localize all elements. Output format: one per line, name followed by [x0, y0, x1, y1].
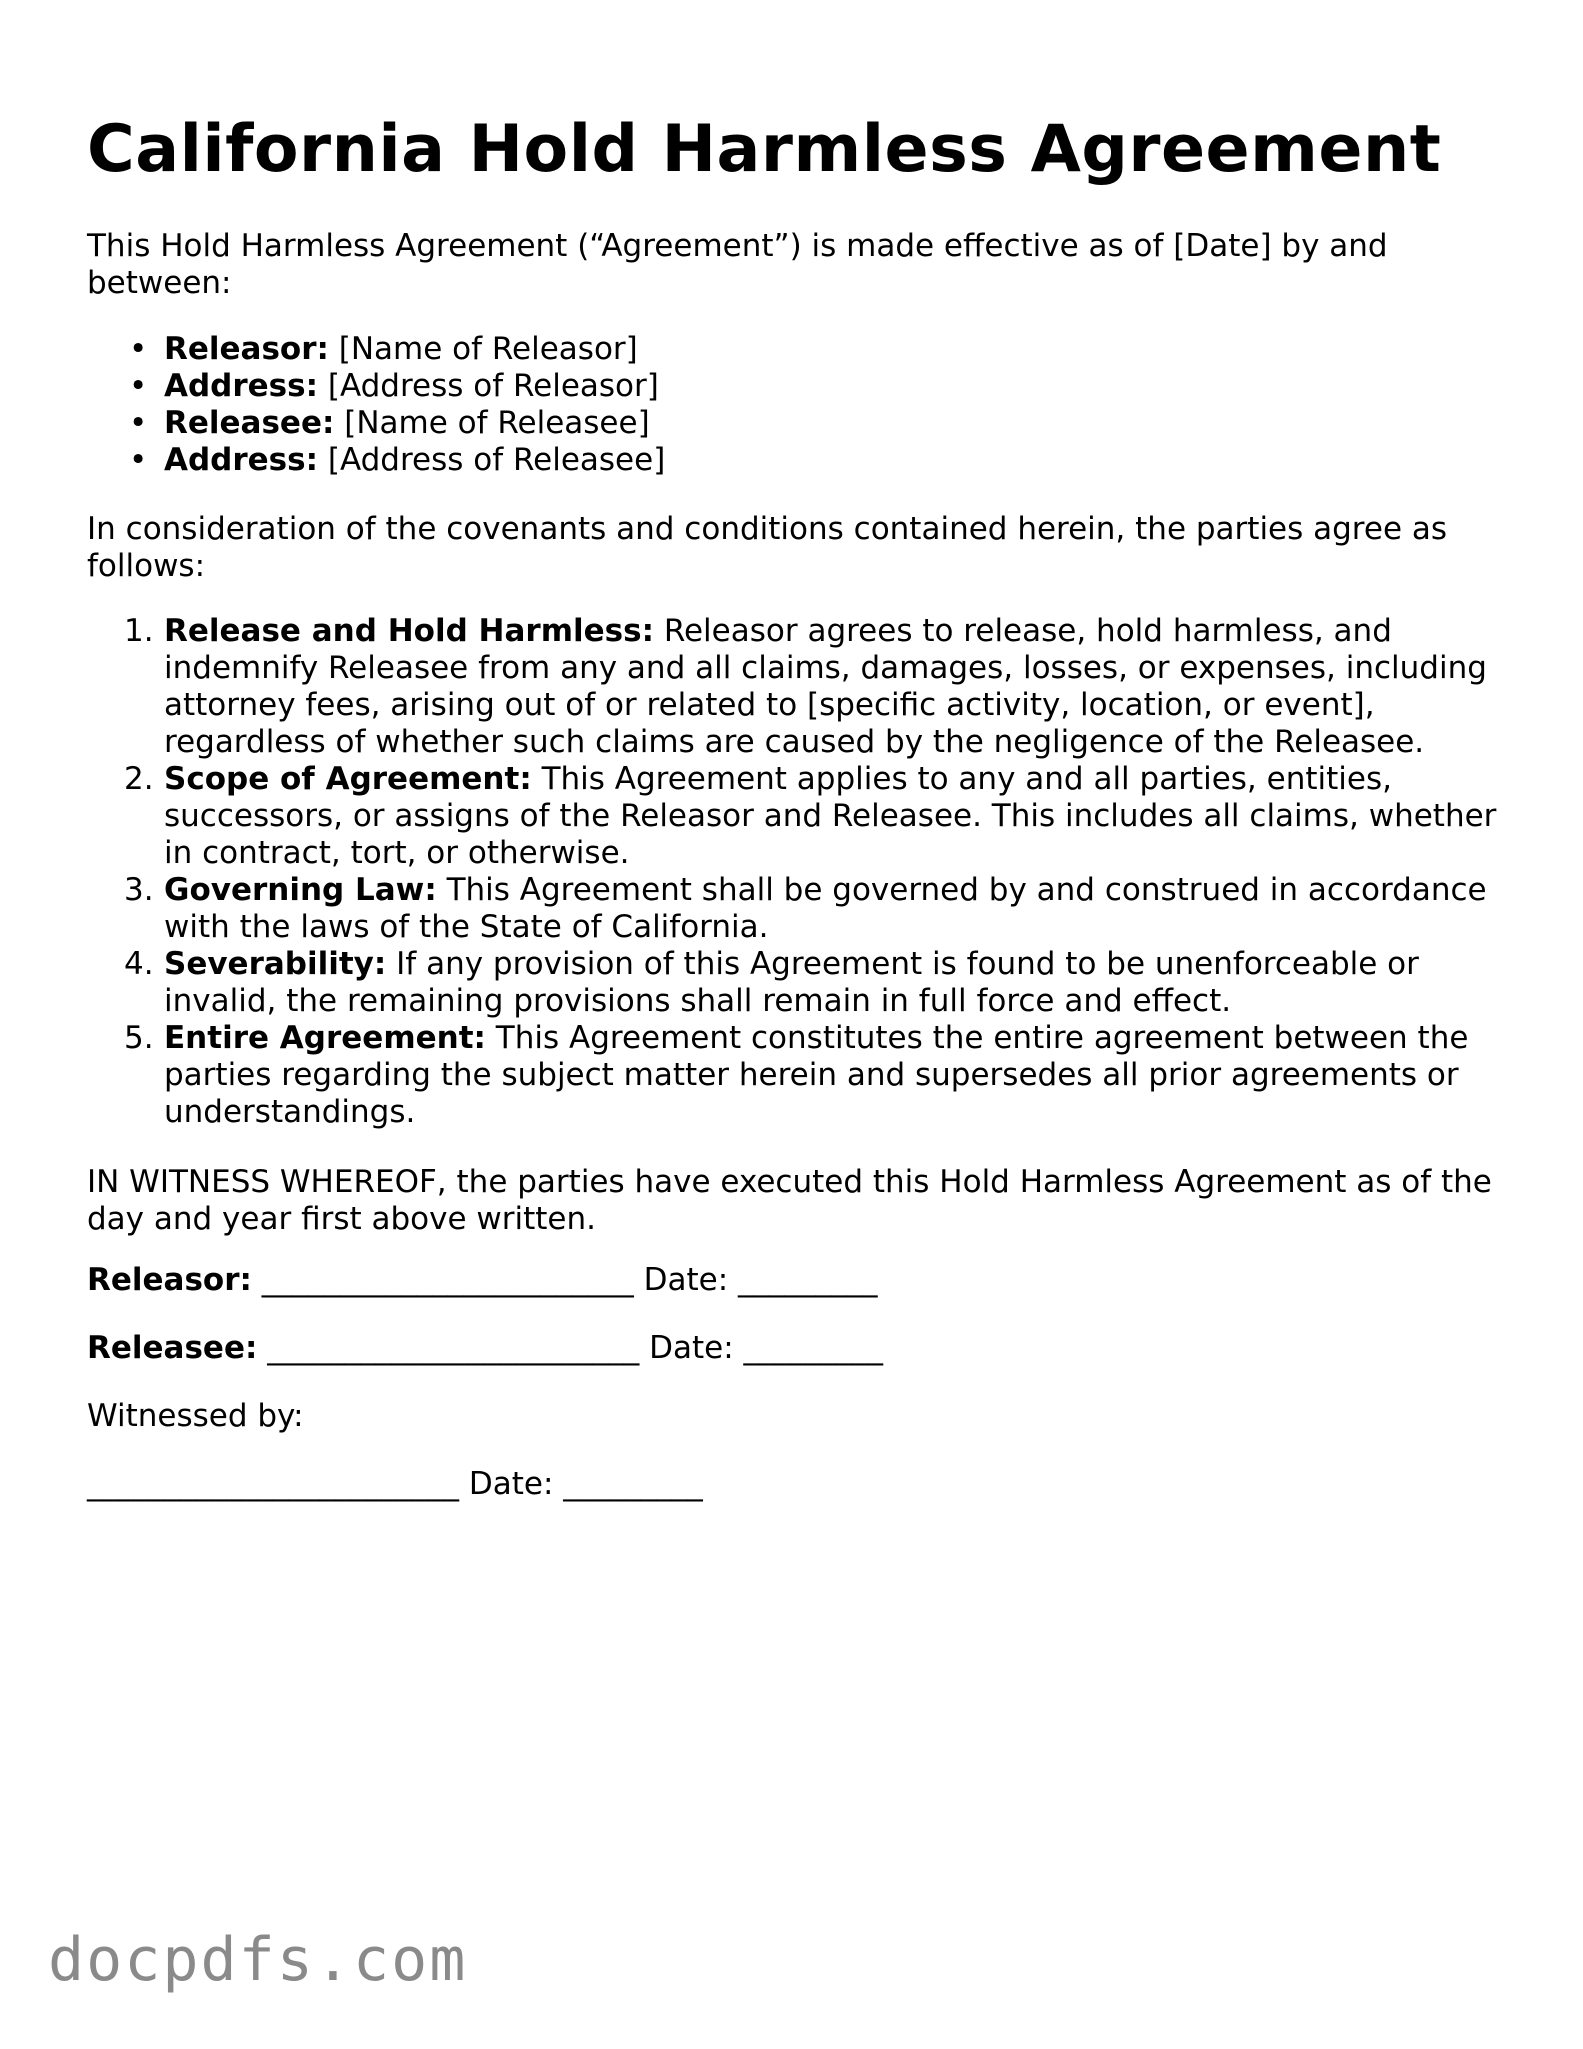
term-text: This Agreement constitutes the entire agreement between the parties regarding the subject matter herein and supersedes all prior agreements or understandings. — [164, 1020, 1469, 1130]
term-entire-agreement — [87, 1020, 1497, 1131]
witness-signature-field[interactable]: ________________________ — [87, 1466, 459, 1502]
term-severability — [87, 946, 1497, 1020]
party-value: [Name of Releasee] — [344, 405, 650, 441]
witnessed-by-label: Witnessed by: — [87, 1398, 304, 1434]
party-item-releasee-address — [87, 442, 665, 479]
releasor-signature-label: Releasor: — [87, 1262, 252, 1298]
term-text: This Agreement applies to any and all parties, entities, successors, or assigns of the Releasor and Releasee. This includes all claims, whether in contract, tort, or otherwise. — [164, 761, 1497, 871]
term-number: 4. — [124, 946, 154, 982]
witness-clause: IN WITNESS WHEREOF, the parties have executed this Hold Harmless Agreement as of the day and year first above written. — [87, 1164, 1492, 1237]
term-label: Release and Hold Harmless: — [164, 613, 654, 649]
term-label: Severability: — [164, 946, 387, 982]
term-number: 1. — [124, 613, 154, 649]
watermark-logo: docpdfs.com — [48, 1925, 468, 1995]
releasee-signature-field[interactable]: ________________________ — [267, 1330, 640, 1366]
releasor-date-label: Date: — [643, 1262, 729, 1298]
terms-list — [87, 613, 1497, 1131]
term-governing-law — [87, 872, 1497, 946]
party-label: Releasee: — [164, 405, 335, 441]
party-label: Address: — [164, 442, 318, 478]
term-label: Entire Agreement: — [164, 1020, 486, 1056]
releasor-signature-line[interactable] — [87, 1262, 878, 1299]
party-value: [Address of Releasee] — [327, 442, 666, 478]
term-scope-of-agreement — [87, 761, 1497, 872]
term-label: Governing Law: — [164, 872, 437, 908]
releasee-date-field[interactable]: _________ — [743, 1330, 883, 1366]
bullet-icon: • — [129, 442, 148, 478]
witness-date-label: Date: — [468, 1466, 554, 1502]
term-text: If any provision of this Agreement is found to be unenforceable or invalid, the remaining provisions shall remain in full force and effect. — [164, 946, 1419, 1019]
document-title: California Hold Harmless Agreement — [87, 112, 1442, 187]
releasee-date-label: Date: — [649, 1330, 734, 1366]
party-label: Address: — [164, 368, 318, 404]
releasee-signature-line[interactable] — [87, 1330, 883, 1367]
term-number: 5. — [124, 1020, 154, 1056]
term-text: Releasor agrees to release, hold harmless, and indemnify Releasee from any and all claims, damages, losses, or expenses, including attorney fees, arising out of or related to [specific activity, location, or event], regardless of whether such claims are caused by the negligence of the Releasee. — [164, 613, 1487, 760]
party-value: [Name of Releasor] — [338, 331, 638, 367]
witness-signature-line[interactable] — [87, 1466, 703, 1503]
releasee-signature-label: Releasee: — [87, 1330, 258, 1366]
intro-paragraph: This Hold Harmless Agreement (“Agreement”) is made effective as of [Date] by and between: — [87, 228, 1388, 301]
bullet-icon: • — [129, 368, 148, 404]
consideration-paragraph: In consideration of the covenants and conditions contained herein, the parties agree as follows: — [87, 511, 1448, 584]
party-item-releasor-name — [87, 331, 665, 368]
party-item-releasee-name — [87, 405, 665, 442]
party-item-releasor-address — [87, 368, 665, 405]
party-value: [Address of Releasor] — [327, 368, 659, 404]
witness-date-field[interactable]: _________ — [563, 1466, 703, 1502]
term-number: 2. — [124, 761, 154, 797]
parties-list — [87, 331, 665, 479]
term-text: This Agreement shall be governed by and construed in accordance with the laws of the State of California. — [164, 872, 1487, 945]
term-label: Scope of Agreement: — [164, 761, 532, 797]
term-number: 3. — [124, 872, 154, 908]
releasor-date-field[interactable]: _________ — [738, 1262, 878, 1298]
bullet-icon: • — [129, 331, 148, 367]
term-release-hold-harmless — [87, 613, 1497, 761]
party-label: Releasor: — [164, 331, 329, 367]
bullet-icon: • — [129, 405, 148, 441]
releasor-signature-field[interactable]: ________________________ — [261, 1262, 634, 1298]
